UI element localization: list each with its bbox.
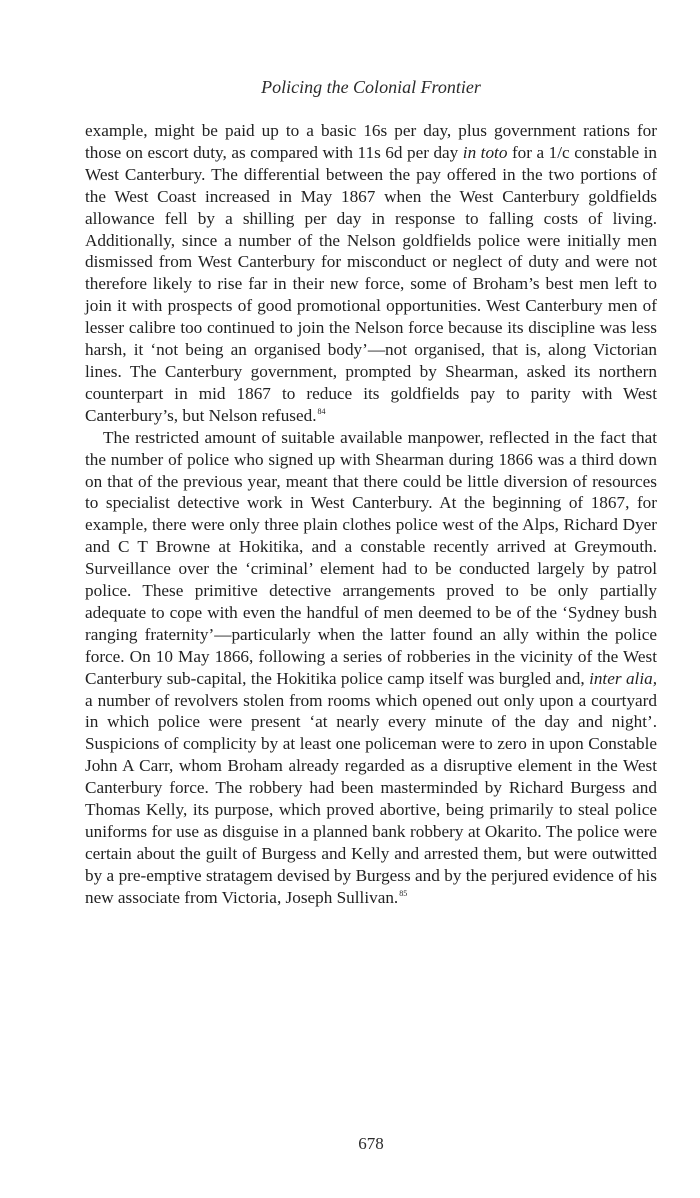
book-page [85, 0, 657, 1198]
body-text [85, 120, 657, 909]
footnote-ref-84: 84 [317, 406, 326, 416]
running-head: Policing the Colonial Frontier [261, 77, 481, 97]
paragraph-2 [85, 427, 657, 909]
paragraph-1 [85, 120, 657, 427]
page-number: 678 [358, 1134, 384, 1153]
paragraph-2-italic-inter-alia: inter alia, [589, 668, 657, 688]
footnote-ref-85: 85 [399, 888, 408, 898]
paragraph-1-text-a: example, might be paid up to a basic 16s per day, plus government rations for those on escort duty, as compared with 11s 6d per day [85, 121, 657, 162]
paragraph-2-text-a: The restricted amount of suitable available manpower, reflected in the fact that the number of police who signed up with Shearman during 1866 was a third down on that of the previous year, meant that there could be little diversion of resources to specialist detective work in West Canterbury. At the beginning of 1867, for example, there were only three plain clothes police west of the Alps, Richard Dyer and C T Browne at Hokitika, and a constable recently arrived at Greymouth. Surveillance over the ‘criminal’ element had to be conducted largely by patrol police. These primitive detective arrangements proved to be only partially adequate to cope with even the handful of men deemed to be of the ‘Sydney bush ranging fraternity’—particularly when the latter found an ally within the police force. On 10 May 1866, following a series of robberies in the vicinity of the West Canterbury sub-capital, the Hokitika police camp itself was burgled and, [85, 427, 657, 688]
paragraph-2-text-b: a number of revolvers stolen from rooms which opened out only upon a courtyard in which police were present ‘at nearly every minute of the day and night’. Suspicions of complicity by at least one policeman were to zero in upon Constable John A Carr, whom Broham already regarded as a disruptive element in the West Canterbury force. The robbery had been masterminded by Richard Burgess and Thomas Kelly, its purpose, which proved abortive, being primarily to steal police uniforms for use as disguise in a planned bank robbery at Okarito. The police were certain about the guilt of Burgess and Kelly and arrested them, but were outwitted by a pre-emptive stratagem devised by Burgess and by the perjured evidence of his new associate from Victoria, Joseph Sullivan. [85, 690, 657, 907]
paragraph-1-italic-in-toto: in toto [462, 142, 508, 162]
paragraph-1-text-b: for a 1/c constable in West Canterbury. The differential between the pay offered in the two portions of the West Coast increased in May 1867 when the West Canterbury goldfields allowance fell by a shilling per day in response to falling costs of living. Additionally, since a number of the Nelson goldfields police were initially men dismissed from West Canterbury for misconduct or neglect of duty and were not therefore likely to rise far in their new force, some of Broham’s best men left to join it with prospects of good promotional opportunities. West Canterbury men of lesser calibre too continued to join the Nelson force because its discipline was less harsh, it ‘not being an organised body’—not organised, that is, along Victorian lines. The Canterbury government, prompted by Shearman, asked its northern counterpart in mid 1867 to reduce its goldfields pay to parity with West Canterbury’s, but Nelson refused. [85, 142, 657, 425]
